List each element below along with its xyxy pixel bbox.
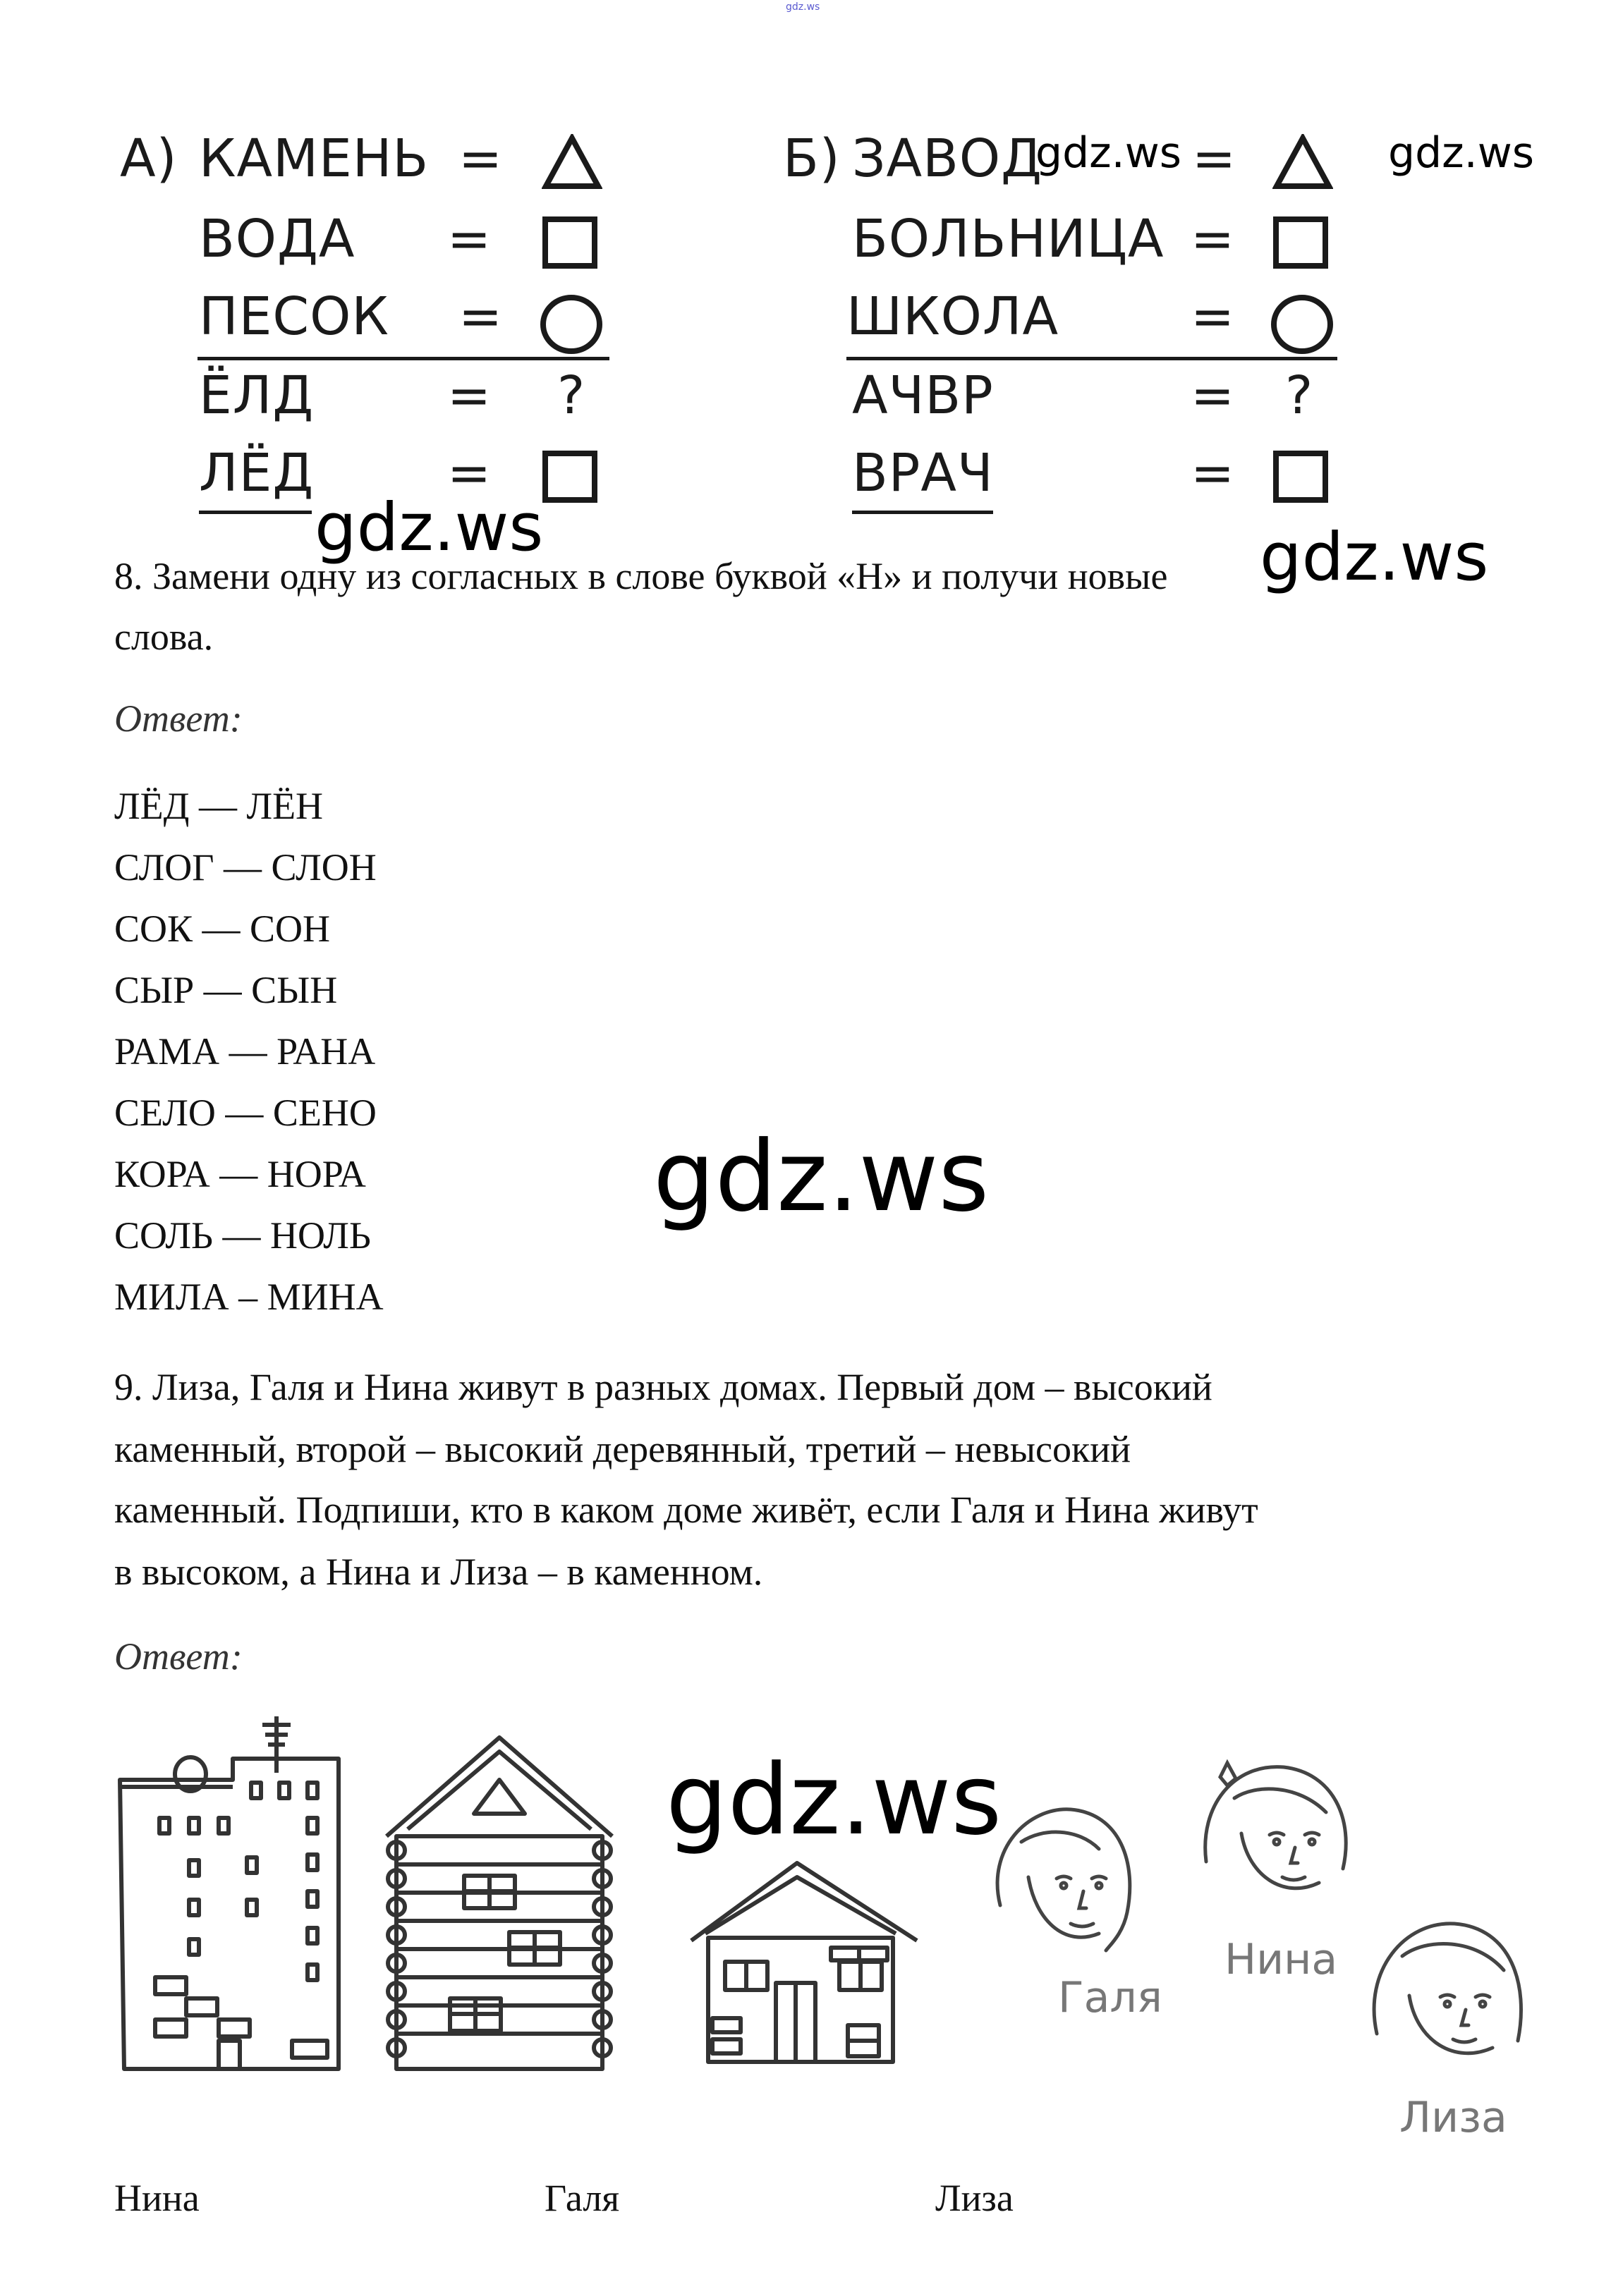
word-underline <box>852 511 993 514</box>
puzzle-left-word: КАМЕНЬ <box>199 128 430 189</box>
nina-face-picture <box>1192 1749 1361 1911</box>
answer-label: Ответ: <box>114 697 243 740</box>
equals-sign: = <box>458 128 504 189</box>
watermark: gdz.ws <box>1260 519 1489 596</box>
puzzle-right-word: АЧВР <box>852 365 994 426</box>
word-underline <box>199 511 312 514</box>
equals-sign: = <box>1191 209 1236 269</box>
watermark: gdz.ws <box>666 1743 1002 1857</box>
equals-sign: = <box>458 286 504 347</box>
task8-question: слова. <box>114 616 214 658</box>
watermark: gdz.ws <box>653 1120 990 1233</box>
liza-label: Лиза <box>1399 2093 1507 2142</box>
puzzle-right-word: ЗАВОД <box>852 128 1042 189</box>
equals-sign: = <box>1191 365 1236 426</box>
task9-question: каменный, второй – высокий деревянный, третий – невысокий <box>114 1428 1131 1470</box>
equals-sign: = <box>1191 286 1236 347</box>
question-mark: ? <box>557 365 586 426</box>
puzzle-right-word: БОЛЬНИЦА <box>852 209 1165 269</box>
puzzle-left-prefix: А) <box>120 128 178 189</box>
low-stone-house-picture <box>684 1856 924 2068</box>
question-mark: ? <box>1285 365 1314 426</box>
puzzle-left-word: ЛЁД <box>199 443 315 503</box>
nina-label: Нина <box>1224 1935 1338 1984</box>
puzzle-right-word: ШКОЛА <box>846 286 1059 347</box>
watermark: gdz.ws <box>1388 128 1535 178</box>
equals-sign: = <box>1191 443 1236 503</box>
answer-item: РАМА — РАНА <box>114 1030 376 1073</box>
triangle-icon <box>542 134 602 203</box>
task9-question: в высоком, а Нина и Лиза – в каменном. <box>114 1551 763 1593</box>
square-icon <box>1272 216 1329 282</box>
puzzle-right-prefix: Б) <box>783 128 841 189</box>
answer-label: Ответ: <box>114 1635 243 1678</box>
puzzle-right-word: ВРАЧ <box>852 443 994 503</box>
answer-item: ЛЁД — ЛЁН <box>114 785 324 827</box>
task9-question: 9. Лиза, Галя и Нина живут в разных домах. Первый дом – высокий <box>114 1366 1212 1408</box>
watermark: gdz.ws <box>315 489 544 566</box>
answer-label-galya: Галя <box>545 2177 620 2219</box>
answer-label-liza: Лиза <box>935 2177 1014 2219</box>
puzzle-left-word: ПЕСОК <box>199 286 389 347</box>
equals-sign: = <box>1192 128 1237 189</box>
answer-list <box>114 776 384 1328</box>
wooden-house-picture <box>379 1723 619 2076</box>
square-icon <box>1272 450 1329 516</box>
puzzle-left-word: ВОДА <box>199 209 355 269</box>
puzzle-left-word: ЁЛД <box>199 365 315 426</box>
equals-sign: = <box>447 365 492 426</box>
answer-item: КОРА — НОРА <box>114 1153 366 1195</box>
liza-face-picture <box>1363 1907 1532 2076</box>
equals-sign: = <box>447 209 492 269</box>
answer-item: СОК — СОН <box>114 908 331 950</box>
answer-item: МИЛА – МИНА <box>114 1276 384 1318</box>
galya-label: Галя <box>1058 1973 1162 2022</box>
answer-item: СЛОГ — СЛОН <box>114 846 377 889</box>
triangle-icon <box>1272 134 1333 203</box>
task9-question: каменный. Подпиши, кто в каком доме живёт, если Галя и Нина живут <box>114 1489 1258 1531</box>
answer-item: СОЛЬ — НОЛЬ <box>114 1214 371 1257</box>
square-icon <box>542 216 598 282</box>
tall-stone-house-picture <box>113 1709 353 2076</box>
answer-item: СЫР — СЫН <box>114 969 338 1011</box>
divider-line <box>197 357 609 360</box>
equals-sign: = <box>447 443 492 503</box>
header-watermark: gdz.ws <box>786 1 820 13</box>
task8-question: 8. Замени одну из согласных в слове буквой «Н» и получи новые <box>114 555 1168 597</box>
answer-label-nina: Нина <box>114 2177 200 2219</box>
answer-item: СЕЛО — СЕНО <box>114 1092 377 1134</box>
divider-line <box>846 357 1337 360</box>
square-icon <box>542 450 598 516</box>
galya-face-picture <box>986 1800 1141 1962</box>
watermark: gdz.ws <box>1035 128 1182 178</box>
